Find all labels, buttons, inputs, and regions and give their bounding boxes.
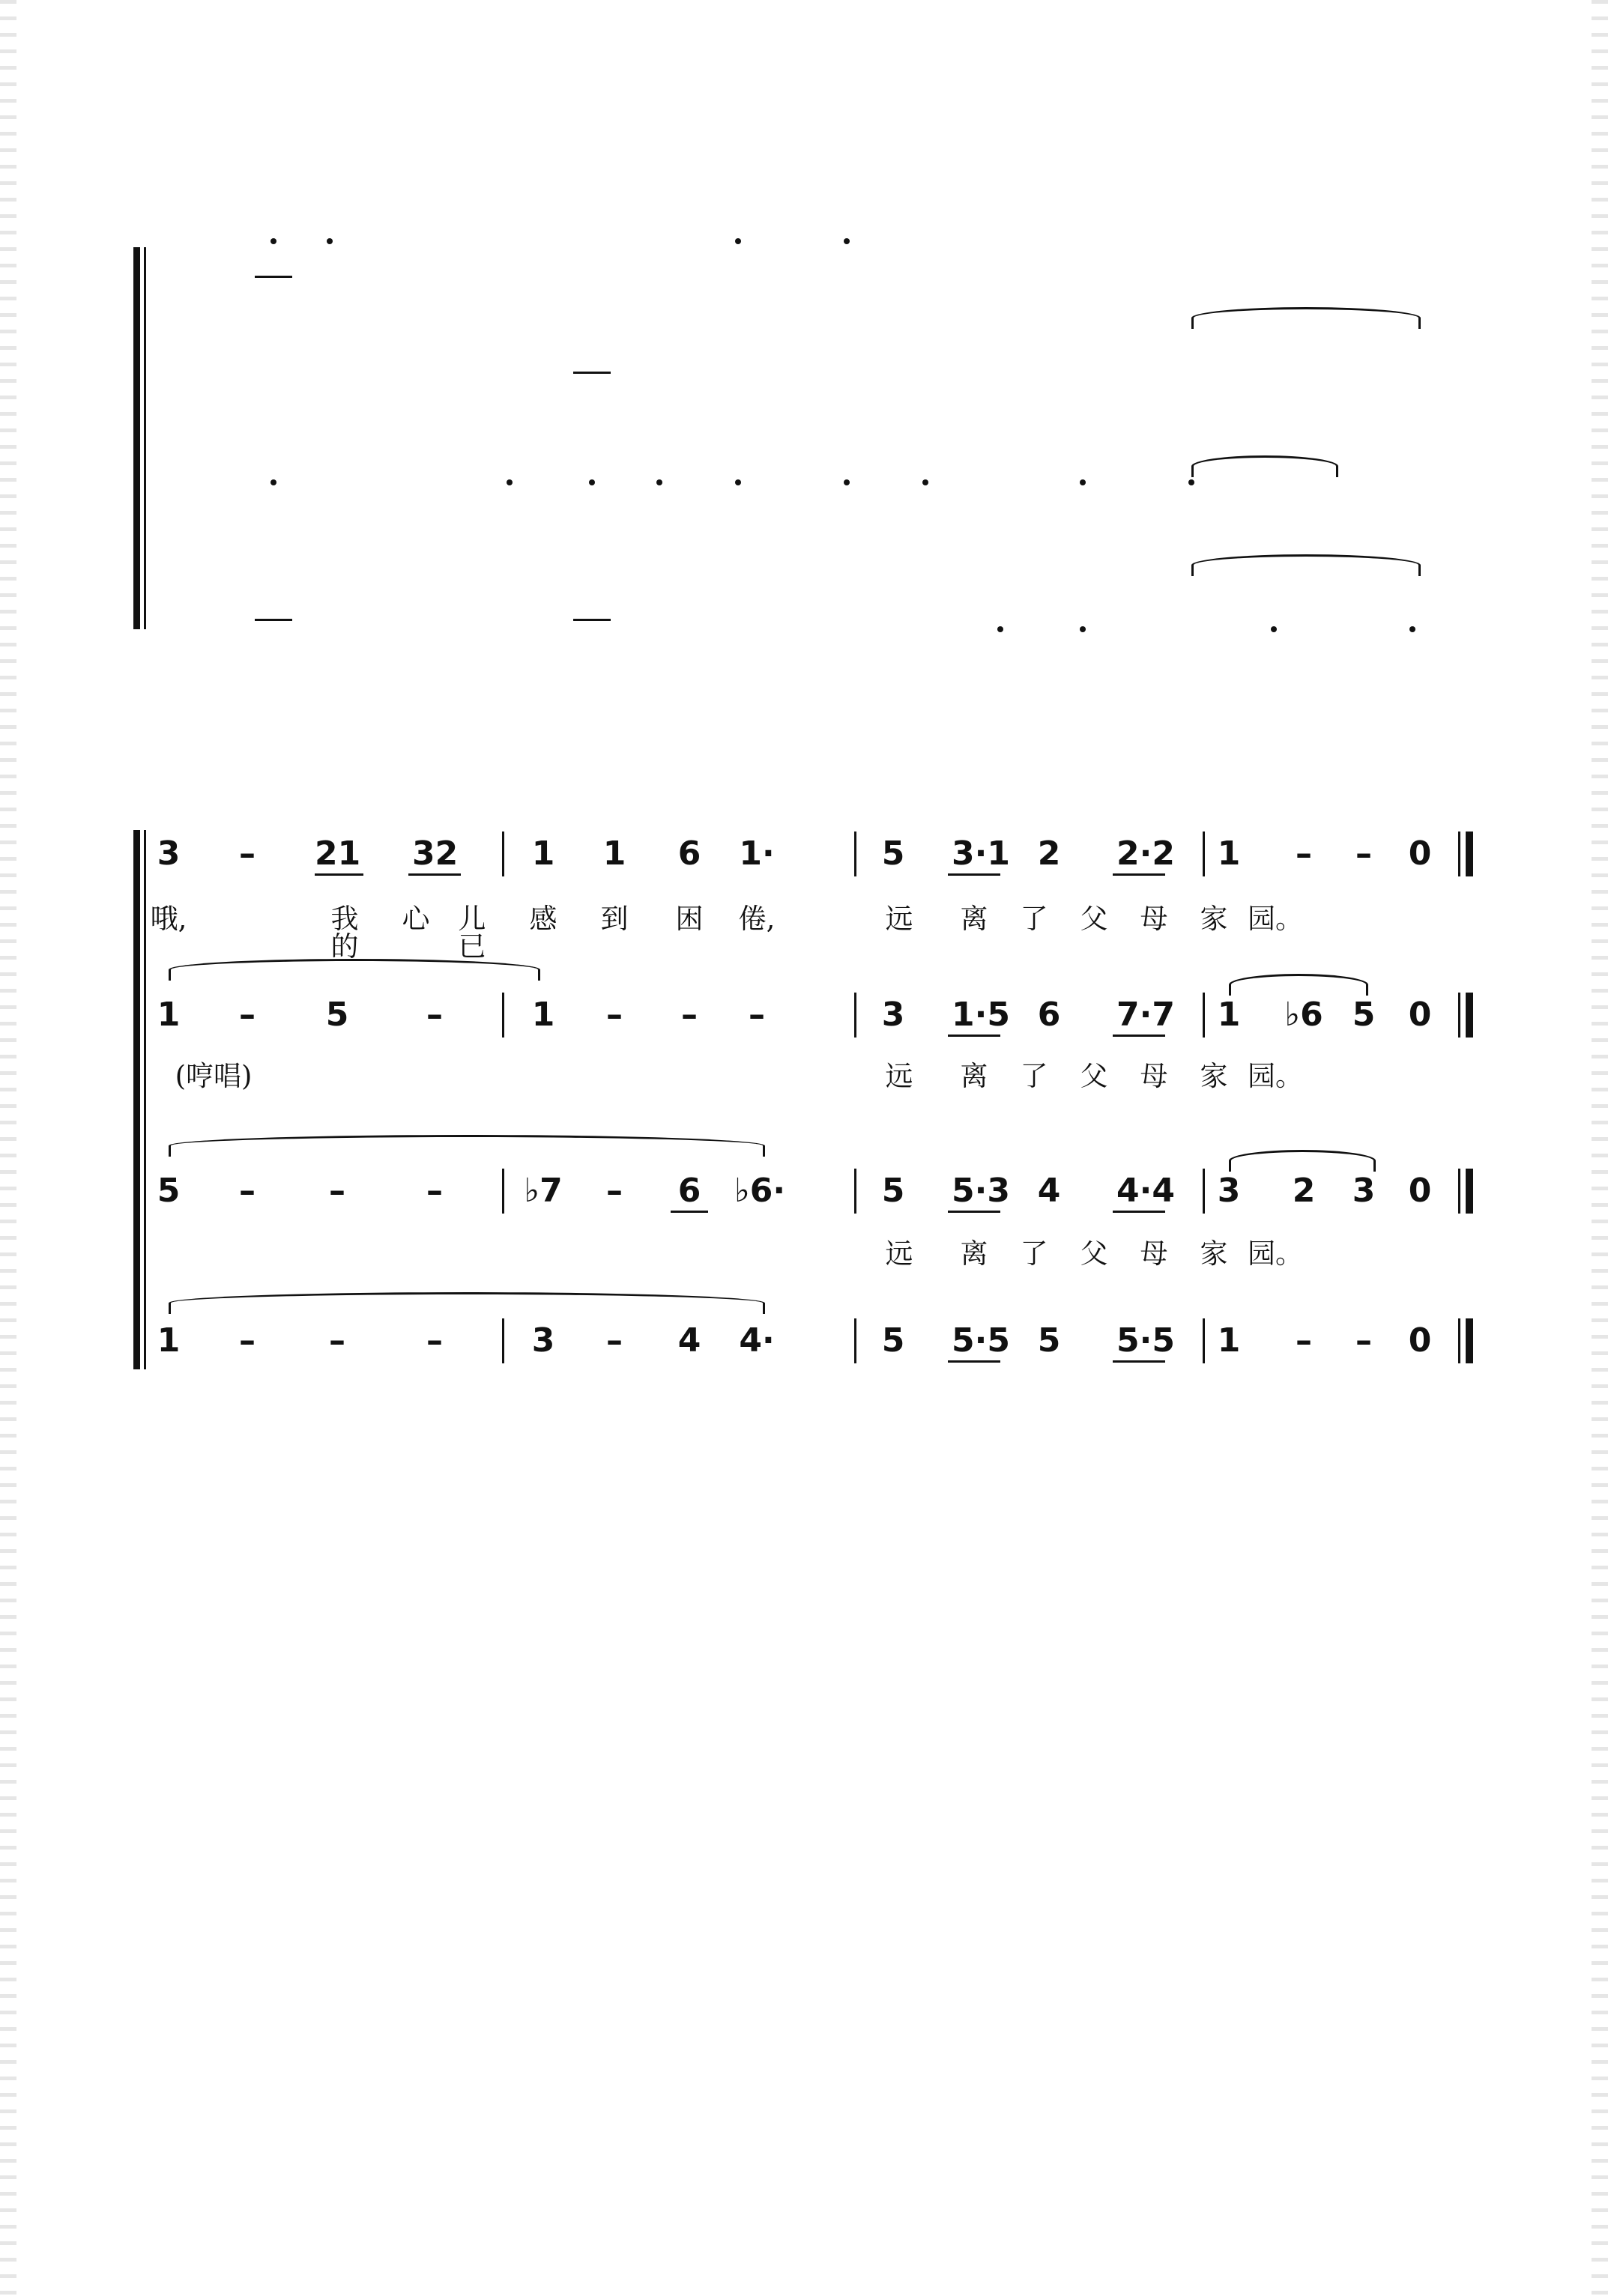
system-brace [133,830,140,1369]
final-bar-thin [1458,993,1460,1038]
score-note: – [1355,835,1372,873]
bar-line [502,1318,504,1363]
score-note: 1 [157,996,181,1034]
score-note: 0 [1408,1321,1432,1360]
score-note: 6 [677,835,701,873]
score-note: 6 [1037,996,1061,1034]
score-note: ♭7 [524,1172,563,1210]
final-bar-thick [1466,1318,1473,1363]
score-note: 2 [1037,835,1061,873]
score-note: 1 [531,835,555,873]
score-note: 4· [739,1321,775,1360]
right-margin-pattern [1592,0,1608,2296]
score-lyric: 儿已 [458,903,486,963]
slur [1191,554,1421,576]
score-note: – [239,1321,256,1360]
score-lyric: 家 [1200,1060,1228,1092]
note-underline [1113,1035,1165,1037]
score-note: – [606,1172,623,1210]
score-lyric: 哦, [150,903,187,935]
score-lyric: 家 [1200,1238,1228,1270]
score-note: 1· [739,835,775,873]
final-bar-thick [1466,1169,1473,1214]
score-note: 3 [1217,1172,1241,1210]
final-bar-thick [1466,832,1473,876]
score-note: 5·5 [952,1321,1010,1360]
score-note: 3 [1352,1172,1376,1210]
slur [169,1292,765,1314]
score-note: 3 [881,996,905,1034]
score-lyric: 了 [1020,1238,1048,1270]
score-note: 5 [881,1321,905,1360]
score-note: – [681,996,698,1034]
score-note: – [426,1172,443,1210]
bar-line [854,1169,856,1214]
score-note: 5 [881,1172,905,1210]
slur [1229,974,1368,996]
score-note: – [749,996,765,1034]
score-note: – [426,996,443,1034]
score-note: 5 [881,835,905,873]
score-note: 32 [412,835,459,873]
octave-dot [1271,626,1277,632]
final-bar-thin [1458,1318,1460,1363]
score-lyric: 困 [675,903,704,935]
score-lyric: 园。 [1248,1238,1303,1270]
score-lyric: 了 [1020,903,1048,935]
score-lyric: 心 [402,903,430,935]
score-note: 0 [1408,996,1432,1034]
score-note: 3 [531,1321,555,1360]
score-lyric: 远 [885,903,913,935]
score-note: 2·2 [1116,835,1175,873]
octave-dot [507,479,513,485]
octave-dot [844,238,850,244]
score-note: – [329,1321,345,1360]
score-note: 2 [1292,1172,1316,1210]
score-lyric: 母 [1140,903,1168,935]
score-note: 5·3 [952,1172,1010,1210]
octave-dot [270,238,276,244]
score-note: 5·5 [1116,1321,1175,1360]
octave-dot [1409,626,1415,632]
score-lyric: 家 [1200,903,1228,935]
score-note: – [239,1172,256,1210]
score-note: 1 [1217,835,1241,873]
slur [169,959,540,981]
octave-dot [656,479,662,485]
score-note: 3 [157,835,181,873]
bar-line [502,832,504,876]
system-brace-bar [144,830,146,1369]
score-note: 4·4 [1116,1172,1175,1210]
score-note: 4 [677,1321,701,1360]
score-lyric: 到 [600,903,629,935]
note-underline [948,1035,1000,1037]
score-note: 3·1 [952,835,1010,873]
note-underline [948,1360,1000,1363]
score-note: – [239,835,256,873]
score-lyric: 离 [960,1238,988,1270]
score-note: – [1296,835,1312,873]
note-underline [948,1211,1000,1213]
bar-line [1203,1169,1205,1214]
octave-dot [844,479,850,485]
bar-line [1203,1318,1205,1363]
octave-dot [735,479,741,485]
score-note: – [426,1321,443,1360]
score-note: 6 [677,1172,701,1210]
score-note: – [606,996,623,1034]
score-note: – [1355,1321,1372,1360]
system-brace [133,247,140,629]
note-underline [255,276,292,278]
score-lyric: 父 [1080,1238,1108,1270]
score-lyric: 父 [1080,903,1108,935]
score-note: ♭6· [734,1172,786,1210]
slur [1191,307,1421,329]
bar-line [854,1318,856,1363]
octave-dot [327,238,333,244]
note-underline [1113,873,1165,876]
note-underline [1113,1211,1165,1213]
note-underline [315,873,363,876]
score-note: 1 [1217,1321,1241,1360]
bar-line [1203,993,1205,1038]
score-note: 0 [1408,835,1432,873]
score-lyric: 远 [885,1238,913,1270]
score-lyric: 园。 [1248,903,1303,935]
slur [169,1135,765,1157]
score-lyric: 我的 [330,903,359,963]
note-underline [573,372,611,374]
score-note: 4 [1037,1172,1061,1210]
bar-line [854,993,856,1038]
score-note: 1 [157,1321,181,1360]
score-lyric: 母 [1140,1060,1168,1092]
score-lyric: 感 [529,903,557,935]
score-note: 21 [315,835,361,873]
octave-dot [1080,479,1086,485]
slur [1229,1150,1376,1172]
score-lyric: 父 [1080,1060,1108,1092]
octave-dot [922,479,928,485]
score-note: 7·7 [1116,996,1175,1034]
score-note: – [606,1321,623,1360]
score-lyric: 远 [885,1060,913,1092]
final-bar-thick [1466,993,1473,1038]
octave-dot [997,626,1003,632]
octave-dot [1080,626,1086,632]
score-note: – [329,1172,345,1210]
score-note: 1·5 [952,996,1010,1034]
score-humming: (哼唱) [175,1060,253,1092]
bar-line [502,1169,504,1214]
score-note: 5 [1037,1321,1061,1360]
score-note: ♭6 [1284,996,1323,1034]
score-note: 5 [157,1172,181,1210]
system-brace-bar [144,247,146,629]
left-margin-pattern [0,0,16,2296]
final-bar-thin [1458,1169,1460,1214]
octave-dot [270,479,276,485]
octave-dot [1188,479,1194,485]
score-note: 1 [1217,996,1241,1034]
note-underline [573,619,611,621]
score-lyric: 母 [1140,1238,1168,1270]
note-underline [255,619,292,621]
bar-line [854,832,856,876]
score-note: – [1296,1321,1312,1360]
score-lyric: 了 [1020,1060,1048,1092]
score-note: 5 [1352,996,1376,1034]
score-lyric: 离 [960,903,988,935]
score-note: 5 [325,996,349,1034]
note-underline [671,1211,708,1213]
final-bar-thin [1458,832,1460,876]
slur [1191,455,1338,477]
score-note: 1 [602,835,626,873]
octave-dot [589,479,595,485]
note-underline [948,873,1000,876]
score-note: – [239,996,256,1034]
note-underline [1113,1360,1165,1363]
score-lyric: 园。 [1248,1060,1303,1092]
score-lyric: 离 [960,1060,988,1092]
bar-line [1203,832,1205,876]
bar-line [502,993,504,1038]
note-underline [408,873,461,876]
footer [0,2259,1608,2296]
octave-dot [735,238,741,244]
score-lyric: 倦, [738,903,776,935]
score-note: 1 [531,996,555,1034]
score-note: 0 [1408,1172,1432,1210]
